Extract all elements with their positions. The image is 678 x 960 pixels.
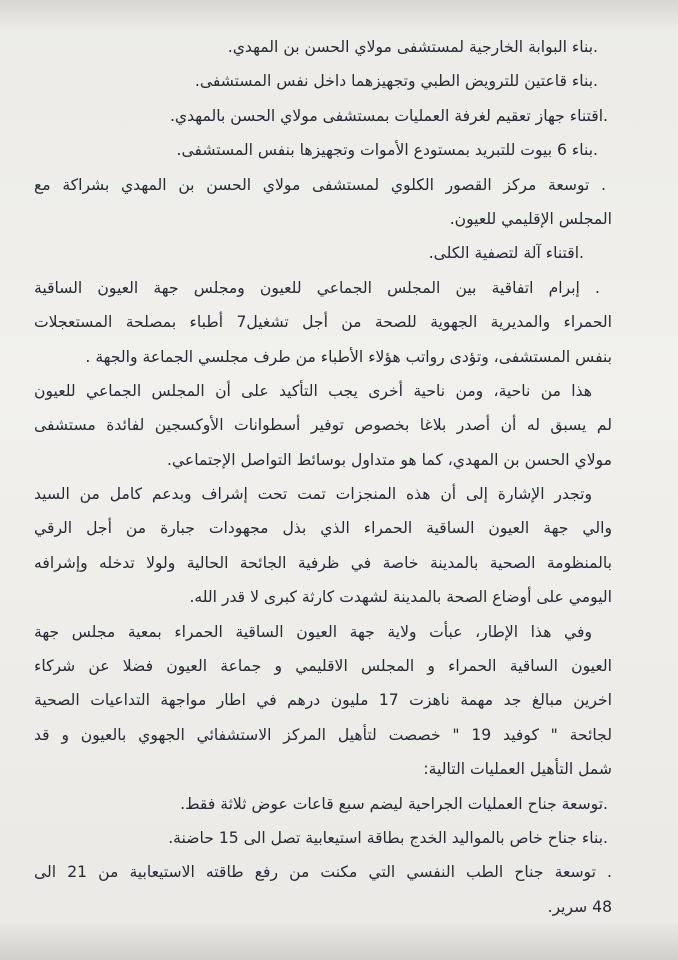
bullet-line: .بناء البوابة الخارجية لمستشفى مولاي الحسن بن المهدي.: [227, 38, 598, 56]
bullet-line: .بناء جناح خاص بالمواليد الخدج بطاقة استيعابية تصل الى 15 حاضنة.: [168, 828, 608, 847]
paragraph-line: بنفس المستشفى، وتؤدى رواتب هؤلاء الأطباء من طرف مجلسي الجماعة والجهة .: [85, 347, 612, 366]
bullet-line: . توسعة جناح الطب النفسي التي مكنت من رفع طاقته الاستيعابية من 21 الى: [34, 863, 612, 882]
paragraph-line: لم يسبق له أن أصدر بلاغا بخصوص توفير أسطوانات الأوكسجين لفائدة مستشفى: [34, 416, 612, 435]
paragraph-line: بالمنظومة الصحية بالمدينة خاصة في ظرفية الجائحة الحالية ولولا تدخله وإشرافه: [34, 553, 612, 572]
paragraph-line: اخرين مبالغ جد مهمة ناهزت 17 مليون درهم في اطار مواجهة التداعيات الصحية: [34, 691, 612, 710]
bullet-line: .اقتناء آلة لتصفية الكلى.: [428, 244, 584, 263]
text-line: المجلس الإقليمي للعيون.: [449, 209, 612, 228]
paragraph-line: العيون الساقية الحمراء و المجلس الاقليمي و جماعة العيون فضلا عن شركاء: [34, 657, 612, 676]
paragraph-line: اليومي على أوضاع الصحة بالمدينة لشهدت كارثة كبرى لا قدر الله.: [189, 588, 612, 607]
bullet-line: .اقتناء جهاز تعقيم لغرفة العمليات بمستشفى مولاي الحسن بالمهدي.: [169, 106, 608, 125]
bullet-line: .توسعة جناح العمليات الجراحية ليضم سبع قاعات عوض ثلاثة فقط.: [180, 794, 608, 813]
text-line: 48 سرير.: [547, 897, 612, 916]
paragraph-line: شمل التأهيل العمليات التالية:: [423, 760, 612, 779]
bullet-line: . توسعة مركز القصور الكلوي لمستشفى مولاي الحسن بن المهدي بشراكة مع: [34, 175, 606, 194]
paragraph-line: الحمراء والمديرية الجهوية للصحة من أجل تشغيل7 أطباء بمصلحة المستعجلات: [34, 313, 612, 332]
bullet-line: .بناء قاعتين للترويض الطبي وتجهيزهما داخل نفس المستشفى.: [194, 72, 598, 91]
paragraph-line: لجائحة " كوفيد 19 " خصصت لتأهيل المركز الاستشفائي الجهوي بالعيون و قد: [34, 725, 612, 744]
document-body: [34, 30, 612, 924]
paragraph-line: وتجدر الإشارة إلى أن هذه المنجزات تمت تحت إشراف وبدعم كامل من السيد: [34, 485, 592, 504]
top-shadow: [0, 0, 678, 30]
paragraph-line: . إبرام اتفاقية بين المجلس الجماعي للعيون ومجلس جهة العيون الساقية: [34, 278, 600, 297]
bottom-shadow: [0, 920, 678, 960]
paragraph-line: مولاي الحسن بن المهدي، كما هو متداول بوسائط التواصل الإجتماعي.: [166, 450, 612, 469]
paragraph-line: والي جهة العيون الساقية الحمراء الذي بذل مجهودات جبارة من أجل الرقي: [34, 519, 612, 538]
paragraph-line: وفي هذا الإطار، عبأت ولاية جهة العيون الساقية الحمراء بمعية مجلس جهة: [34, 622, 592, 641]
bullet-line: .بناء 6 بيوت للتبريد بمستودع الأموات وتجهيزها بنفس المستشفى.: [176, 141, 598, 160]
paragraph-line: هذا من ناحية، ومن ناحية أخرى يجب التأكيد على أن المجلس الجماعي للعيون: [34, 381, 592, 400]
